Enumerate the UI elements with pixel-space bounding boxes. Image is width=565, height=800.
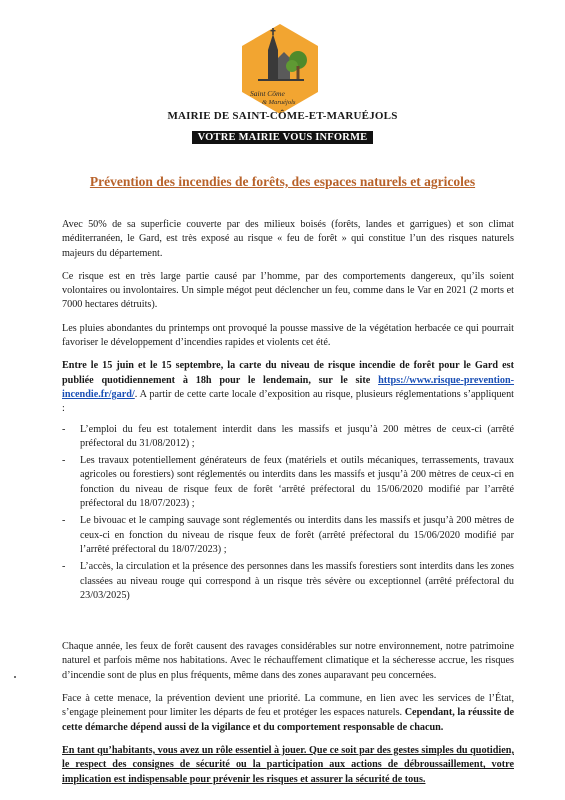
paragraph-call-to-action: En tant qu’habitants, vous avez un rôle essentiel à jouer. Que ce soit par des gestes simples du quotidien, le respect des consignes de sécurité ou la participation aux actions de débroussaillement, votre implication est indispensable pour prévenir les risques et assurer la sécurité de tous. xyxy=(62,744,514,785)
risk-map-link[interactable]: https://www.risque-prevention-incendie.fr/gard/ xyxy=(62,374,515,400)
list-item: - Le bivouac et le camping sauvage sont réglementés ou interdits dans les massifs et jusqu’à 200 mètres de ceux-ci en fonction du niveau de risque feux de forêt (arrêté préfectoral du 15/06/2020 modifié par l’arrêté préfectoral du 18/07/2023) ; xyxy=(80,514,514,557)
mairie-name: MAIRIE DE SAINT-CÔME-ET-MARUÉJOLS xyxy=(167,110,398,122)
hexagon-logo-icon xyxy=(238,22,322,118)
paragraph-cause: Ce risque est en très large partie causé par l’homme, par des comportements dangereux, qu’ils soient volontaires ou involontaires. Un simple mégot peut déclencher un feu, comme dans le Var en 2021 (2 morts et 7000 hectares détruits). xyxy=(62,270,514,311)
prevention-text: Face à cette menace, la prévention devient une priorité. La commune, en lien avec les services de l’État, s’engage pleinement pour limiter les départs de feu et protéger les espaces naturels. xyxy=(62,693,514,719)
svg-text:& Maruéjols: & Maruéjols xyxy=(262,99,296,106)
map-info-bold: Entre le 15 juin et le 15 septembre, la carte du niveau de risque incendie de forêt pour le Gard est publiée quotidiennement à 18h pour le lendemain, sur le site xyxy=(62,360,514,386)
spacer xyxy=(62,606,514,640)
mairie-logo xyxy=(238,22,322,118)
document-body xyxy=(62,218,514,796)
paragraph-intro: Avec 50% de sa superficie couverte par des milieux boisés (forêts, landes et garrigues) et son climat méditerranéen, le Gard, est très exposé au risque « feu de forêt » qui constitue l’un des risques naturels majeurs du département. xyxy=(62,219,514,259)
paragraph-prevention xyxy=(62,692,514,735)
rules-list xyxy=(62,423,514,604)
info-banner: VOTRE MAIRIE VOUS INFORME xyxy=(192,131,374,144)
list-item: - L’accès, la circulation et la présence des personnes dans les massifs forestiers sont interdits dans les zones classées au niveau rouge qui correspond à un risque très sévère ou exceptionnel (arrêté préfectoral du 23/03/2025) xyxy=(80,560,514,603)
map-info-rest: . A partir de cette carte locale d’exposition au risque, plusieurs réglementations s’appliquent : xyxy=(62,388,514,415)
banner-container xyxy=(0,127,565,145)
paragraph-rain: Les pluies abondantes du printemps ont provoqué la pousse massive de la végétation herbacée ce qui pourrait favoriser le développement d’incendies rapides et violents cet été. xyxy=(62,322,514,349)
margin-mark xyxy=(14,676,16,678)
paragraph-map xyxy=(62,359,514,416)
prevention-bold: Cependant, la réussite de cette démarche dépend aussi de la vigilance et du comportement responsable de chacun. xyxy=(62,707,515,733)
paragraph-ravages: Chaque année, les feux de forêt causent des ravages considérables sur notre environnement, notre patrimoine naturel et parfois même nos habitations. Avec le réchauffement climatique et la sécheresse accrue, les risques d’incendie sont de plus en plus fréquents, même dans des zones auparavant peu concernées. xyxy=(62,641,514,681)
document-title: Prévention des incendies de forêts, des espaces naturels et agricoles xyxy=(89,174,476,189)
list-item: - L’emploi du feu est totalement interdit dans les massifs et jusqu’à 200 mètres de ceux-ci (arrêté préfectoral du 31/08/2012) ; xyxy=(80,423,514,452)
svg-text:Saint Côme: Saint Côme xyxy=(250,89,285,98)
list-item: - Les travaux potentiellement générateurs de feux (matériels et outils mécaniques, terrassements, travaux agricoles ou forestiers) sont réglementés ou interdits dans les massifs et jusqu’à 200 mètres de ceux-ci en fonction du niveau de risque feux de forêt ‘arrêté préfectoral du 15/06/2020 modifié par l’arrêté préfectoral du 18/07/2023) ; xyxy=(80,454,514,511)
